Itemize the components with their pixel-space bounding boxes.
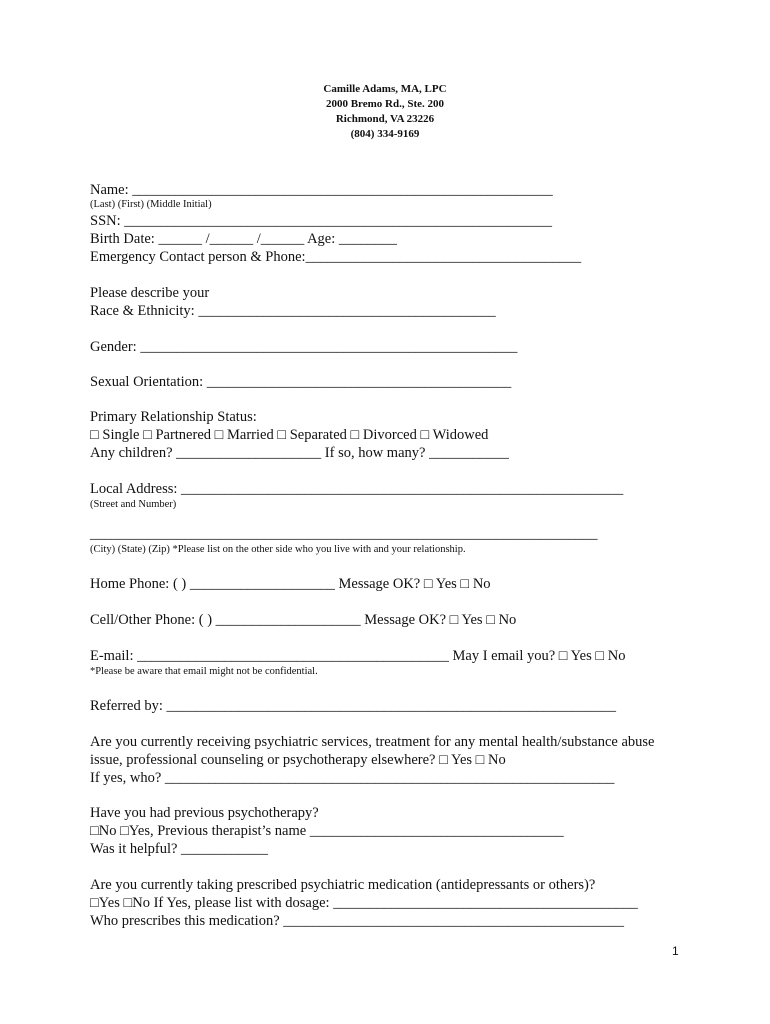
email-note: *Please be aware that email might not be confidential.: [90, 666, 318, 677]
city-address-line[interactable]: ______________________________________________________________________: [90, 526, 598, 542]
practice-phone: (804) 334-9169: [350, 128, 420, 140]
ssn-field[interactable]: SSN: ___________________________________________________________: [90, 213, 553, 229]
prescriber-field[interactable]: Who prescribes this medication? _______________________________________________: [90, 913, 625, 929]
street-hint: (Street and Number): [90, 499, 177, 510]
address-line-2: Richmond, VA 23226: [335, 113, 435, 125]
referred-by-field[interactable]: Referred by: ______________________________________________________________: [90, 698, 616, 714]
therapy-helpful-field[interactable]: Was it helpful? ____________: [90, 841, 269, 857]
medication-question: Are you currently taking prescribed psychiatric medication (antidepressants or others)?: [90, 877, 596, 893]
page-number: 1: [672, 944, 679, 958]
address-line-1: 2000 Bremo Rd., Ste. 200: [325, 98, 445, 110]
psych-provider-field[interactable]: If yes, who? ______________________________________________________________: [90, 770, 615, 786]
psych-services-question: Are you currently receiving psychiatric services, treatment for any mental health/substance abuse: [90, 734, 655, 750]
race-field[interactable]: Race & Ethnicity: _________________________________________: [90, 303, 496, 319]
relationship-options[interactable]: □ Single □ Partnered □ Married □ Separated □ Divorced □ Widowed: [90, 427, 489, 443]
name-hint: (Last) (First) (Middle Initial): [90, 199, 212, 210]
relationship-label: Primary Relationship Status:: [90, 409, 257, 425]
name-field[interactable]: Name: __________________________________________________________: [90, 182, 553, 198]
previous-therapy-question: Have you had previous psychotherapy?: [90, 805, 319, 821]
children-field[interactable]: Any children? ____________________ If so, how many? ___________: [90, 445, 509, 461]
cell-phone-field[interactable]: Cell/Other Phone: ( ) ____________________ Message OK? □ Yes □ No: [90, 612, 517, 628]
email-field[interactable]: E-mail: ___________________________________________ May I email you? □ Yes □ No: [90, 648, 626, 664]
home-phone-field[interactable]: Home Phone: ( ) ____________________ Message OK? □ Yes □ No: [90, 576, 491, 592]
race-label: Please describe your: [90, 285, 210, 301]
gender-field[interactable]: Gender: ____________________________________________________: [90, 339, 518, 355]
medication-dosage-field[interactable]: □Yes □No If Yes, please list with dosage: __________________________________________: [90, 895, 638, 911]
psych-services-options[interactable]: issue, professional counseling or psychotherapy elsewhere? □ Yes □ No: [90, 752, 506, 768]
city-hint: (City) (State) (Zip) *Please list on the other side who you live with and your relationship.: [90, 544, 466, 555]
local-address-field[interactable]: Local Address: _____________________________________________________________: [90, 481, 624, 497]
orientation-field[interactable]: Sexual Orientation: __________________________________________: [90, 374, 512, 390]
previous-therapist-field[interactable]: □No □Yes, Previous therapist’s name ___________________________________: [90, 823, 564, 839]
emergency-contact-field[interactable]: Emergency Contact person & Phone:______________________________________: [90, 249, 582, 265]
birth-date-field[interactable]: Birth Date: ______ /______ /______ Age: ________: [90, 231, 397, 247]
practitioner-name: Camille Adams, MA, LPC: [323, 83, 447, 95]
